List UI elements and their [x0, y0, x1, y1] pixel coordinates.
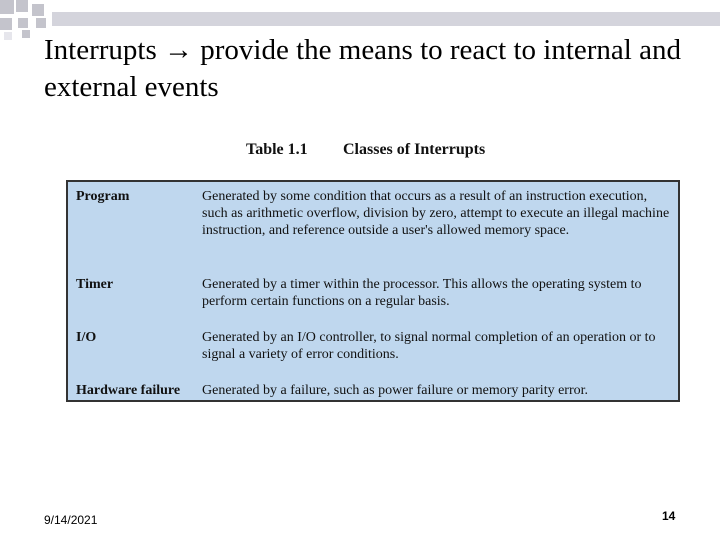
- interrupt-classes-table: [66, 180, 680, 402]
- interrupt-description: Generated by a failure, such as power failure or memory parity error.: [202, 383, 589, 398]
- slide-date: 9/14/2021: [44, 513, 98, 527]
- table-number: Table 1.1: [246, 141, 308, 158]
- table-caption: [246, 141, 485, 159]
- interrupt-class: Hardware failure: [76, 383, 181, 398]
- interrupt-class: Timer: [76, 277, 114, 292]
- interrupt-description: Generated by some condition that occurs as a result of an instruction execution, such as arithmetic overflow, division by zero, attempt to execute an illegal machine instruction, and reference outside a user's allowed memory space.: [202, 189, 670, 238]
- interrupt-class: Program: [76, 189, 130, 204]
- interrupt-description: Generated by an I/O controller, to signal normal completion of an operation or to signal a variety of error conditions.: [202, 330, 656, 362]
- table-caption-text: Classes of Interrupts: [343, 141, 486, 158]
- interrupt-description: Generated by a timer within the processor. This allows the operating system to perform certain functions on a regular basis.: [202, 277, 642, 309]
- slide-title: Interrupts → provide the means to react to internal and external events: [44, 34, 681, 103]
- slide-page-number: 14: [662, 509, 676, 523]
- interrupt-class: I/O: [76, 330, 97, 345]
